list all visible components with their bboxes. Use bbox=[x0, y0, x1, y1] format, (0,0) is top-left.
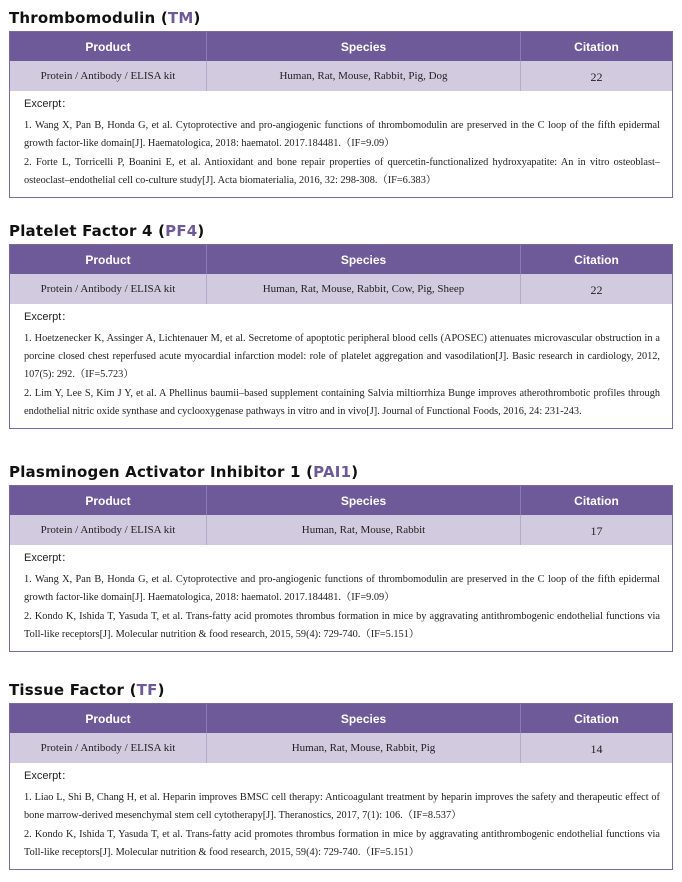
cell-species: Human, Rat, Mouse, Rabbit bbox=[206, 515, 520, 545]
product-card bbox=[9, 703, 673, 870]
header-citation: Citation bbox=[520, 486, 672, 515]
excerpt-block bbox=[10, 91, 672, 197]
table-row bbox=[10, 61, 672, 91]
section-abbr: TM bbox=[167, 9, 194, 27]
table-header-row bbox=[10, 486, 672, 515]
product-card bbox=[9, 485, 673, 652]
cell-citation: 17 bbox=[520, 515, 672, 545]
section-title-name: Tissue Factor bbox=[9, 681, 125, 699]
section-title bbox=[9, 6, 201, 30]
cell-species: Human, Rat, Mouse, Rabbit, Pig bbox=[206, 733, 520, 763]
reference-item: 2. Forte L, Torricelli P, Boanini E, et al. Antioxidant and bone repair properties of quercetin-functionalized hydroxyapatite: An in vitro osteoblast–osteoclast–endothelial cell co-culture study[J]. Acta biomaterialia, 2016, 32: 298-308.（IF=6.383） bbox=[24, 157, 660, 186]
excerpt-block bbox=[10, 763, 672, 869]
section-title-close-paren: ) bbox=[193, 9, 201, 27]
section-title-open-paren: ( bbox=[158, 222, 166, 240]
excerpt-block bbox=[10, 545, 672, 651]
table-header-row bbox=[10, 704, 672, 733]
product-card bbox=[9, 31, 673, 198]
excerpt-label: Excerpt： bbox=[24, 770, 73, 782]
section-title-close-paren: ) bbox=[157, 681, 165, 699]
header-product: Product bbox=[85, 39, 131, 54]
cell-species: Human, Rat, Mouse, Rabbit, Cow, Pig, Sheep bbox=[206, 274, 520, 304]
excerpt-label: Excerpt： bbox=[24, 98, 73, 110]
table-header-row bbox=[10, 32, 672, 61]
table-row bbox=[10, 274, 672, 304]
section-title-name: Platelet Factor 4 bbox=[9, 222, 153, 240]
cell-citation: 14 bbox=[520, 733, 672, 763]
section-title-close-paren: ) bbox=[197, 222, 205, 240]
cell-product: Protein / Antibody / ELISA kit bbox=[40, 524, 176, 536]
header-product: Product bbox=[85, 493, 131, 508]
header-citation: Citation bbox=[520, 32, 672, 61]
section-title-name: Thrombomodulin bbox=[9, 9, 156, 27]
excerpt-label: Excerpt： bbox=[24, 311, 73, 323]
section-abbr: TF bbox=[136, 681, 158, 699]
product-card bbox=[9, 244, 673, 429]
section-abbr: PF4 bbox=[165, 222, 198, 240]
excerpt-block bbox=[10, 304, 672, 428]
reference-item: 1. Wang X, Pan B, Honda G, et al. Cytoprotective and pro-angiogenic functions of thrombomodulin are preserved in the C loop of the fifth epidermal growth factor-like domain[J]. Haematologica, 2018: haematol. 2017.184481.（IF=9.09） bbox=[24, 574, 660, 603]
cell-citation: 22 bbox=[520, 274, 672, 304]
reference-item: 2. Kondo K, Ishida T, Yasuda T, et al. Trans-fatty acid promotes thrombus formation in mice by aggravating antithrombogenic endothelial functions via Toll-like receptors[J]. Molecular nutrition & food research, 2015, 59(4): 729-740.（IF=5.151） bbox=[24, 611, 660, 640]
section-title bbox=[9, 678, 165, 702]
header-citation: Citation bbox=[520, 245, 672, 274]
reference-item: 1. Wang X, Pan B, Honda G, et al. Cytoprotective and pro-angiogenic functions of thrombomodulin are preserved in the C loop of the fifth epidermal growth factor-like domain[J]. Haematologica, 2018: haematol. 2017.184481.（IF=9.09） bbox=[24, 120, 660, 149]
section-title-open-paren: ( bbox=[306, 463, 314, 481]
section-title bbox=[9, 460, 358, 484]
header-species: Species bbox=[206, 32, 520, 61]
header-product: Product bbox=[85, 711, 131, 726]
section-title-open-paren: ( bbox=[129, 681, 137, 699]
reference-item: 1. Liao L, Shi B, Chang H, et al. Heparin improves BMSC cell therapy: Anticoagulant treatment by heparin improves the safety and therapeutic effect of bone marrow-derived mesenchymal stem cell cytotherapy[J]. Theranostics, 2017, 7(1): 106.（IF=8.537） bbox=[24, 792, 660, 821]
header-species: Species bbox=[206, 704, 520, 733]
cell-product: Protein / Antibody / ELISA kit bbox=[40, 283, 176, 295]
section-abbr: PAI1 bbox=[313, 463, 352, 481]
cell-product: Protein / Antibody / ELISA kit bbox=[40, 70, 176, 82]
cell-citation: 22 bbox=[520, 61, 672, 91]
reference-item: 1. Hoetzenecker K, Assinger A, Lichtenauer M, et al. Secretome of apoptotic peripheral blood cells (APOSEC) attenuates microvascular obstruction in a porcine closed chest reperfused acute myocardial infarction model: role of platelet aggregation and vasodilation[J]. Basic research in cardiology, 2012, 107(5): 292.（IF=5.723） bbox=[24, 333, 660, 380]
reference-item: 2. Lim Y, Lee S, Kim J Y, et al. A Phellinus baumii–based supplement containing Salvia miltiorrhiza Bunge improves atherothrombotic profiles through endothelial nitric oxide synthase and cyclooxygenase pathways in vitro and in vivo[J]. Journal of Functional Foods, 2016, 24: 231-243. bbox=[24, 388, 660, 417]
table-row bbox=[10, 515, 672, 545]
header-species: Species bbox=[206, 245, 520, 274]
header-citation: Citation bbox=[520, 704, 672, 733]
section-title-name: Plasminogen Activator Inhibitor 1 bbox=[9, 463, 301, 481]
header-product: Product bbox=[85, 252, 131, 267]
section-title-close-paren: ) bbox=[351, 463, 359, 481]
excerpt-label: Excerpt： bbox=[24, 552, 73, 564]
table-header-row bbox=[10, 245, 672, 274]
section-title-open-paren: ( bbox=[160, 9, 168, 27]
cell-product: Protein / Antibody / ELISA kit bbox=[40, 742, 176, 754]
cell-species: Human, Rat, Mouse, Rabbit, Pig, Dog bbox=[206, 61, 520, 91]
table-row bbox=[10, 733, 672, 763]
section-title bbox=[9, 219, 204, 243]
reference-item: 2. Kondo K, Ishida T, Yasuda T, et al. Trans-fatty acid promotes thrombus formation in mice by aggravating antithrombogenic endothelial functions via Toll-like receptors[J]. Molecular nutrition & food research, 2015, 59(4): 729-740.（IF=5.151） bbox=[24, 829, 660, 858]
header-species: Species bbox=[206, 486, 520, 515]
